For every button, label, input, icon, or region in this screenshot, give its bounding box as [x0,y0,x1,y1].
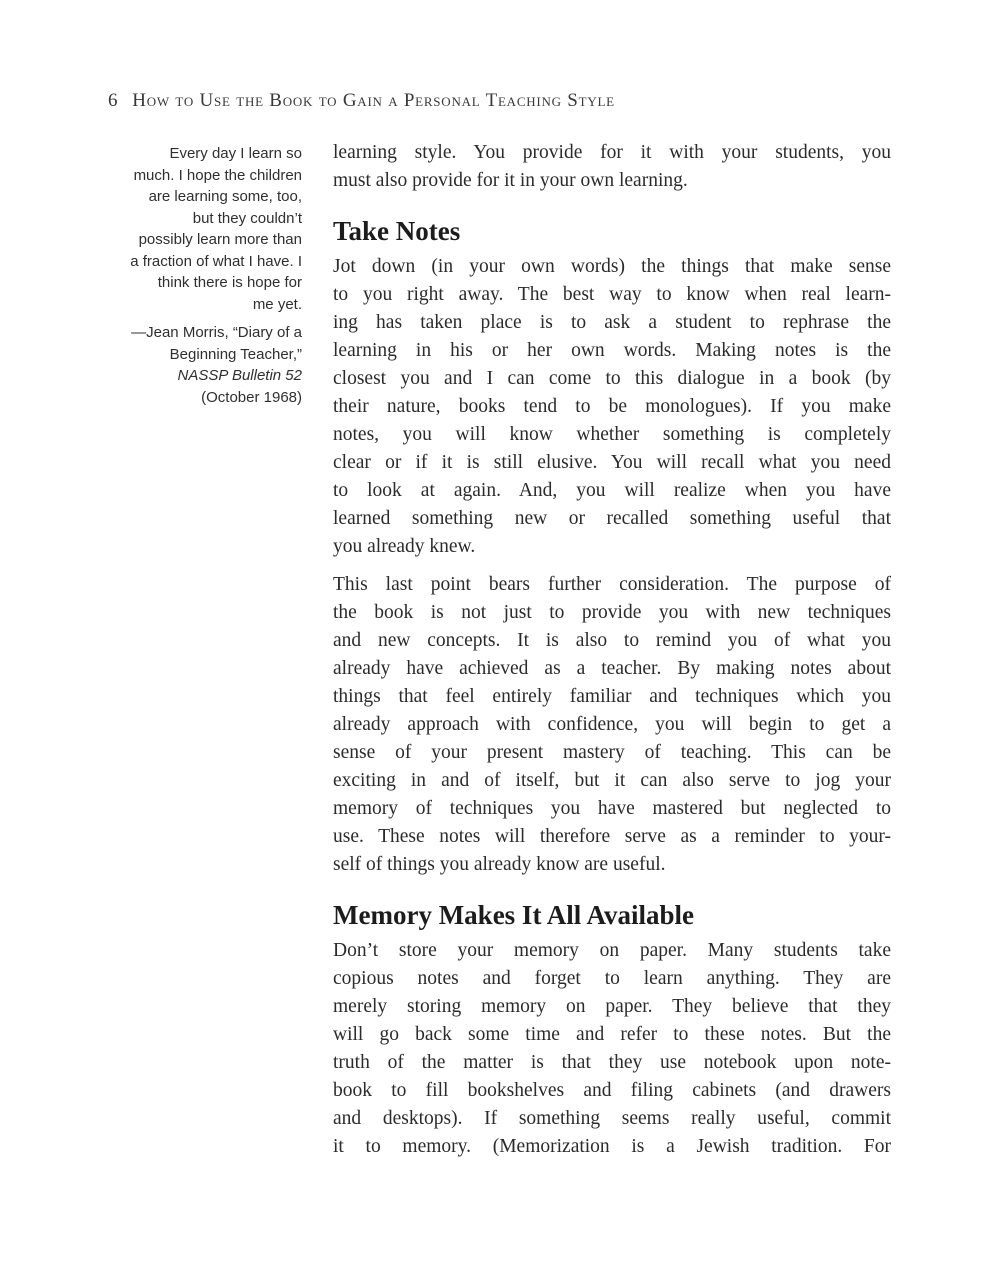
running-title: How to Use the Book to Gain a Personal Teaching Style [132,90,615,111]
text-line: think there is hope for [157,274,302,291]
text-line: Beginning Teacher,” [169,345,302,363]
main-text-column [333,139,891,1161]
text-line: will go back some time and refer to these notes. But the [333,1024,891,1045]
text-line: learned something new or recalled something useful that [333,508,891,529]
text-line: to look at again. And, you will realize when you have [333,480,891,501]
text-line: learning in his or her own words. Making notes is the [333,340,891,361]
quote-attribution [100,322,302,408]
text-line: a fraction of what I have. I [130,252,302,270]
page-number: 6 [108,90,119,111]
text-line: their nature, books tend to be monologues). If you make [333,396,891,417]
text-line: it to memory. (Memorization is a Jewish tradition. For [333,1136,891,1157]
text-line: This last point bears further consideration. The purpose of [333,574,891,595]
text-line: NASSP Bulletin 52 [177,367,302,384]
text-line: ing has taken place is to ask a student to rephrase the [333,312,891,333]
text-line: but they couldn’t [192,209,302,227]
text-line: things that feel entirely familiar and techniques which you [333,686,891,707]
pull-quote [100,143,302,315]
section-heading: Memory Makes It All Available [333,900,694,930]
text-line: sense of your present mastery of teaching. This can be [333,742,891,763]
text-line: already approach with confidence, you will begin to get a [333,714,891,735]
sections-container [333,215,891,1161]
text-line: me yet. [252,295,302,313]
margin-quote-block [100,143,302,408]
text-line: Jot down (in your own words) the things that make sense [333,256,891,277]
text-line: the book is not just to provide you with new techniques [333,602,891,623]
text-line: are learning some, too, [148,188,302,205]
text-line: to you right away. The best way to know when real learn- [333,284,891,305]
text-line: memory of techniques you have mastered but neglected to [333,798,891,819]
text-line: you already knew. [333,536,476,557]
intro-paragraph [333,139,891,195]
paragraph [333,253,891,561]
text-line: notes, you will know whether something is completely [333,424,891,445]
text-line: much. I hope the children [133,166,302,184]
text-line: closest you and I can come to this dialogue in a book (by [333,368,891,389]
text-line: self of things you already know are useful. [333,854,666,875]
section-heading: Take Notes [333,216,461,246]
text-line: —Jean Morris, “Diary of a [131,324,302,341]
text-line: use. These notes will therefore serve as a reminder to your- [333,826,891,847]
text-line: Every day I learn so [169,145,302,162]
text-line: clear or if it is still elusive. You will recall what you need [333,452,891,473]
text-line: learning style. You provide for it with your students, you [333,142,891,163]
text-line: and new concepts. It is also to remind you of what you [333,630,891,651]
text-line: copious notes and forget to learn anything. They are [333,968,891,989]
text-line: book to fill bookshelves and filing cabinets (and drawers [333,1080,891,1101]
text-line: must also provide for it in your own learning. [333,170,688,191]
text-line: possibly learn more than [138,231,302,248]
text-line: exciting in and of itself, but it can also serve to jog your [333,770,891,791]
text-line: Don’t store your memory on paper. Many students take [333,940,891,961]
paragraph [333,571,891,879]
text-line: merely storing memory on paper. They believe that they [333,996,891,1017]
text-line: (October 1968) [201,388,302,406]
text-line: already have achieved as a teacher. By making notes about [333,658,891,679]
paragraph [333,937,891,1161]
text-line: and desktops). If something seems really useful, commit [333,1108,891,1129]
running-header [108,90,615,112]
text-line: truth of the matter is that they use notebook upon note- [333,1052,891,1073]
